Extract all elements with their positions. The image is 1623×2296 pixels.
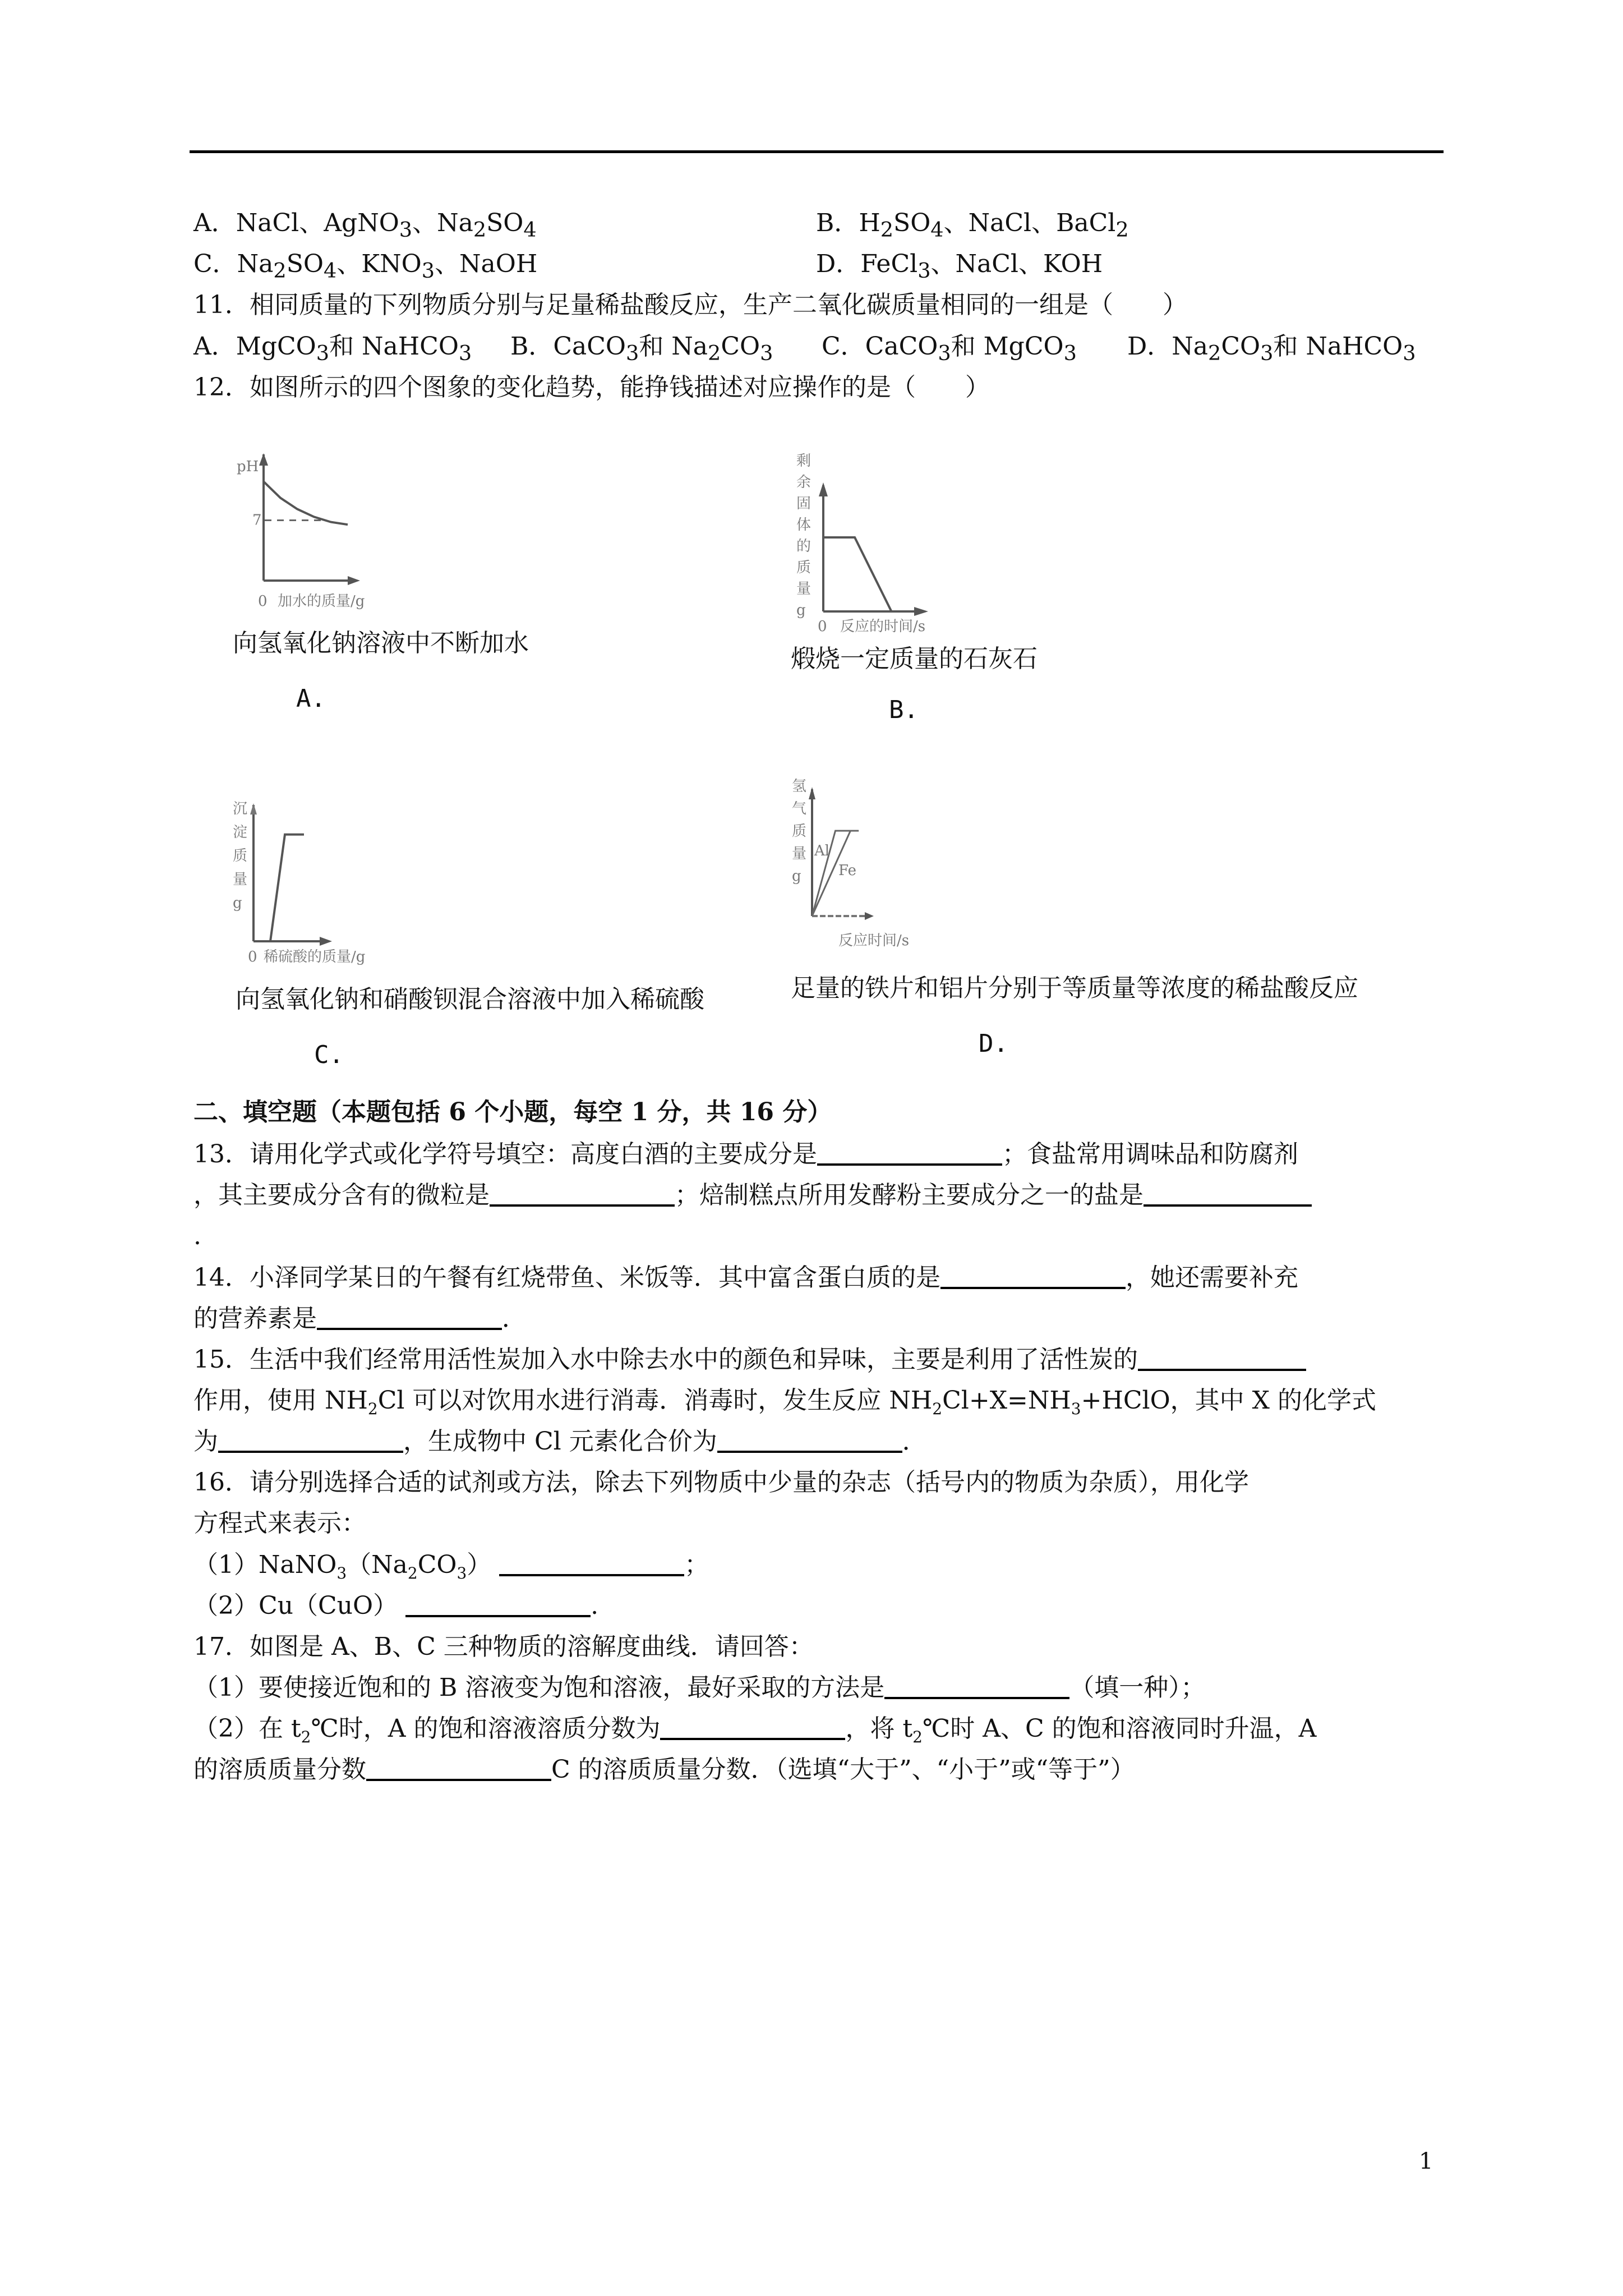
q15-blank-3[interactable] [717, 1426, 902, 1453]
ylabel-char: 量 [792, 845, 807, 862]
ylabel-char: 沉 [233, 800, 248, 817]
ylabel-char: 气 [792, 800, 807, 817]
ylabel-char: g [233, 895, 242, 912]
q11-option-b: B．CaCO$_3$和 $Na_2CO_3$ [510, 332, 773, 365]
q15-blank-1[interactable] [1138, 1344, 1306, 1371]
figure-b-xlabel: 反应的时间/s [840, 618, 926, 635]
figure-a-caption: 向氢氧化钠溶液中不断加水 [233, 629, 529, 657]
q11-option-c: C．CaCO$_3$和 MgCO$_3$ [822, 332, 1077, 365]
figure-b-y-arrow [819, 482, 828, 496]
ylabel-char: 的 [796, 538, 811, 555]
q13-line-1: 13．请用化学式或化学符号填空：高度白酒的主要成分是 ；食盐常用调味品和防腐剂 [193, 1140, 1298, 1168]
figure-a-x-arrow [348, 576, 360, 585]
q13-line-2: ，其主要成分含有的微粒是 ；焙制糕点所用发酵粉主要成分之一的盐是 [193, 1180, 1312, 1211]
figure-a-reference-label: 7 [252, 512, 262, 529]
q17-part-2: （2）在 $t_2℃$时，A 的饱和溶液溶质分数为 ，将 $t_2℃$时 A、C 的饱和溶液同时升温，A [193, 1714, 1317, 1746]
figure-b-ylabel [796, 453, 811, 619]
figure-a-svg [224, 443, 393, 628]
header-rule [190, 150, 1444, 153]
ylabel-char: 体 [796, 517, 811, 533]
q10-option-a: A．NaCl、AgNO$_3$、$Na_2SO_4$ [193, 209, 537, 242]
q12-stem: 12．如图所示的四个图象的变化趋势，能挣钱描述对应操作的是（ ） [193, 373, 990, 402]
figure-d-caption: 足量的铁片和铝片分别于等质量等浓度的稀盐酸反应 [791, 974, 1358, 1002]
figure-c-line [253, 835, 304, 941]
q17-line-1: 17．如图是 A、B、C 三种物质的溶解度曲线．请回答： [193, 1632, 814, 1661]
q14-line-1: 14．小泽同学某日的午餐有红烧带鱼、米饭等．其中富含蛋白质的是 ，她还需要补充 [193, 1263, 1298, 1292]
q17-blank-1[interactable] [884, 1672, 1069, 1699]
ylabel-char: 剩 [796, 453, 811, 470]
figure-c-y-arrow [250, 803, 257, 815]
figure-c-x-arrow [320, 937, 332, 946]
q16-part-2: （2）Cu（CuO） . [193, 1591, 599, 1620]
q11-option-a: A．MgCO$_3$和 NaHCO$_3$ [193, 332, 472, 365]
figure-a-y-arrow [259, 453, 268, 466]
figure-c-xlabel: 稀硫酸的质量/g [264, 949, 366, 965]
q13-blank-2[interactable] [490, 1180, 675, 1207]
ylabel-char: 量 [233, 871, 248, 888]
figure-b-origin: 0 [818, 618, 827, 635]
q13-line-3: . [193, 1222, 201, 1250]
q16-line-2: 方程式来表示： [193, 1509, 366, 1538]
q15-line-2: 作用，使用 $NH_2Cl$ 可以对饮用水进行消毒．消毒时，发生反应 $NH_2Cl+X=NH_3+HClO$，其中 X 的化学式 [193, 1386, 1376, 1418]
q14-line-2: 的营养素是 ． [193, 1304, 527, 1333]
figure-d-ylabel [792, 778, 806, 885]
q16-part-1: $(1)NaNO_3(Na_2CO_3)$ ； [193, 1550, 709, 1582]
q10-option-b: B．$H_2SO_4$、NaCl、BaCl$_2$ [816, 209, 1129, 242]
figure-d [791, 777, 937, 959]
figure-a-letter: A. [296, 684, 326, 713]
figure-a-origin: 0 [258, 593, 268, 610]
q16-line-1: 16．请分别选择合适的试剂或方法，除去下列物质中少量的杂志（括号内的物质为杂质），用化学 [193, 1468, 1249, 1497]
ylabel-char: g [796, 602, 806, 619]
q15-blank-2[interactable] [218, 1426, 403, 1453]
q13-blank-3[interactable] [1144, 1180, 1312, 1207]
q14-blank-1[interactable] [940, 1262, 1126, 1289]
ylabel-char: 淀 [233, 824, 248, 841]
figure-c-letter: C. [314, 1041, 344, 1069]
figure-d-label-fe: Fe [838, 862, 857, 879]
ylabel-char: g [792, 868, 801, 885]
ylabel-char: 质 [233, 848, 248, 864]
q17-part-1: （1）要使接近饱和的 B 溶液变为饱和溶液，最好采取的方法是 （填一种）； [193, 1673, 1206, 1702]
figure-b-letter: B. [889, 696, 919, 724]
figure-a-ylabel: pH [237, 458, 259, 475]
figure-d-x-arrow [865, 912, 874, 920]
figure-d-label-al: Al [814, 843, 830, 859]
q10-option-d: D．FeCl$_3$、NaCl、KOH [816, 250, 1103, 283]
ylabel-char: 氢 [792, 778, 807, 795]
q17-blank-3[interactable] [366, 1754, 551, 1781]
figure-b-line [823, 537, 892, 611]
q17-line-3: 的溶质质量分数 C 的溶质质量分数．（选填“大于”、“小于”或“等于”） [193, 1755, 1135, 1784]
figure-c-caption: 向氢氧化钠和硝酸钡混合溶液中加入稀硫酸 [236, 985, 704, 1014]
q16-blank-2[interactable] [405, 1590, 591, 1617]
q16-blank-1[interactable] [499, 1549, 684, 1576]
q14-blank-2[interactable] [317, 1303, 502, 1330]
figure-d-y-arrow [809, 787, 815, 799]
q15-line-3: 为 ，生成物中 Cl 元素化合价为 ． [193, 1427, 927, 1456]
q11-stem: 11．相同质量的下列物质分别与足量稀盐酸反应，生产二氧化碳质量相同的一组是（ ） [193, 291, 1187, 319]
figure-b-caption: 煅烧一定质量的石灰石 [791, 645, 1038, 673]
figure-a-curve [264, 481, 348, 524]
q10-option-c: C．$Na_2SO_4$、$KNO_3$、NaOH [193, 250, 538, 283]
figure-b-x-arrow [914, 607, 928, 616]
ylabel-char: 质 [796, 559, 811, 576]
figure-d-letter: D. [979, 1029, 1008, 1058]
q15-line-1: 15．生活中我们经常用活性炭加入水中除去水中的颜色和异味，主要是利用了活性炭的 [193, 1344, 1306, 1375]
section-2-heading: 二、填空题（本题包括 6 个小题，每空 1 分，共 16 分） [193, 1098, 832, 1126]
figure-a [224, 443, 393, 631]
q13-blank-1[interactable] [817, 1139, 1002, 1166]
figure-a-xlabel: 加水的质量/g [278, 593, 365, 610]
figure-b [791, 443, 970, 635]
ylabel-char: 余 [796, 474, 811, 491]
figure-c-origin: 0 [248, 949, 257, 965]
ylabel-char: 固 [796, 495, 811, 512]
page-number: 1 [1419, 2148, 1433, 2174]
q17-blank-2[interactable] [660, 1713, 845, 1740]
q11-option-d: D．$Na_2CO_3$和 NaHCO$_3$ [1127, 332, 1416, 365]
ylabel-char: 质 [792, 823, 807, 840]
figure-d-xlabel: 反应时间/s [838, 932, 910, 949]
figure-c [230, 797, 376, 967]
figure-c-ylabel [233, 800, 247, 912]
ylabel-char: 量 [796, 581, 811, 597]
